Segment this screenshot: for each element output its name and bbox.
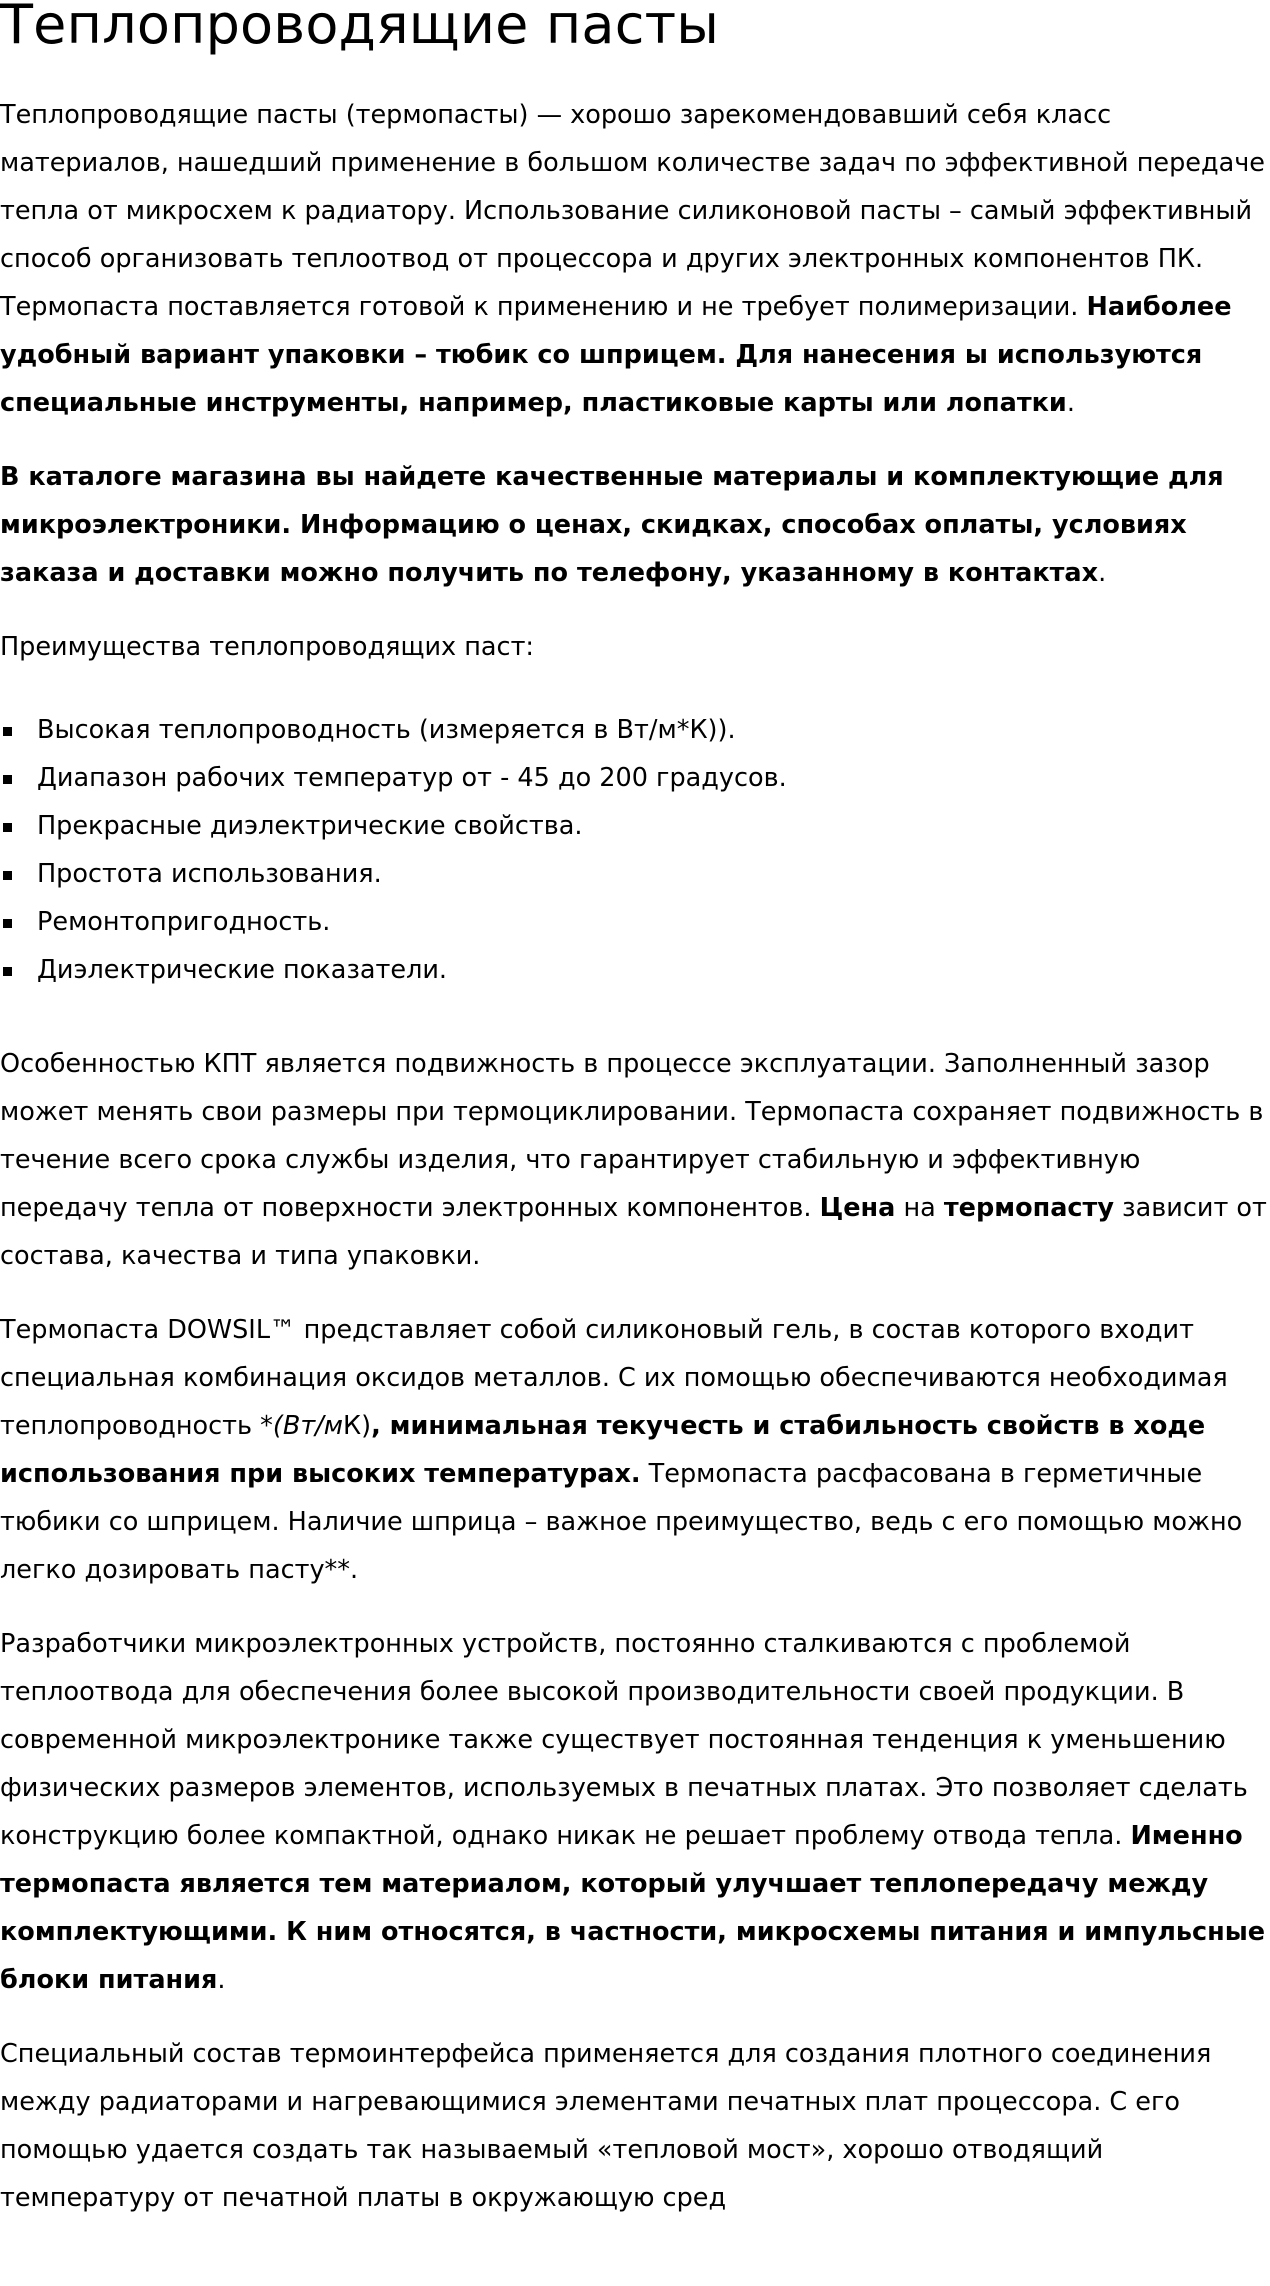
- features-text: Особенностью КПТ является подвижность в процессе эксплуатации. Заполненный зазор может менять свои размеры при термоциклировании. Термопаста сохраняет подвижность в течение всего срока службы изделия, что гарантирует стабильную и эффективную передачу тепла от поверхности электронных компонентов.: [0, 1049, 1264, 1223]
- list-item: Простота использования.: [0, 850, 1270, 898]
- advantages-heading: Преимущества теплопроводящих паст:: [0, 632, 535, 662]
- intro-paragraph: [0, 91, 1268, 427]
- list-item: Ремонтопригодность.: [0, 898, 1270, 946]
- features-text-3: зависит от состава, качества и типа упаковки.: [0, 1193, 1267, 1271]
- developers-paragraph: [0, 1620, 1268, 2004]
- dowsil-bold: , минимальная текучесть и стабильность свойств в ходе использования при высоких температурах.: [0, 1411, 1206, 1489]
- intro-text: Теплопроводящие пасты (термопасты) — хорошо зарекомендовавший себя класс материалов, нашедший применение в большом количестве задач по эффективной передаче тепла от микросхем к радиатору. Использование силиконовой пасты – самый эффективный способ организовать теплоотвод от процессора и других электронных компонентов ПК. Термопаста поставляется готовой к применению и не требует полимеризации.: [0, 100, 1265, 322]
- catalog-end: .: [1098, 558, 1107, 588]
- developers-bold: Именно термопаста является тем материалом, который улучшает теплопередачу между комплектующими. К ним относятся, в частности, микросхемы питания и импульсные блоки питания: [0, 1821, 1266, 1995]
- features-paragraph: [0, 1040, 1268, 1280]
- interface-paragraph: Специальный состав термоинтерфейса применяется для создания плотного соединения между радиаторами и нагревающимися элементами печатных плат процессора. С его помощью удается создать так называемый «тепловой мост», хорошо отводящий температуру от печатной платы в окружающую сред: [0, 2039, 1212, 2213]
- page-title: Теплопроводящие пасты: [0, 0, 720, 56]
- thermopaste-bold: термопасту: [943, 1193, 1114, 1223]
- dowsil-unit-end: К): [343, 1411, 372, 1441]
- intro-end: .: [1066, 388, 1075, 418]
- dowsil-paragraph: [0, 1306, 1268, 1594]
- dowsil-text-2: Термопаста расфасована в герметичные тюбики со шприцем. Наличие шприца – важное преимущество, ведь с его помощью можно легко дозировать пасту**.: [0, 1459, 1243, 1585]
- intro-bold: Наиболее удобный вариант упаковки – тюбик со шприцем. Для нанесения ы используются специальные инструменты, например, пластиковые карты или лопатки: [0, 292, 1232, 418]
- developers-text: Разработчики микроэлектронных устройств, постоянно сталкиваются с проблемой теплоотвода для обеспечения более высокой производительности своей продукции. В современной микроэлектронике также существует постоянная тенденция к уменьшению физических размеров элементов, используемых в печатных платах. Это позволяет сделать конструкцию более компактной, однако никак не решает проблему отвода тепла.: [0, 1629, 1248, 1851]
- advantages-list: [0, 706, 1270, 994]
- features-text-2: на: [895, 1193, 944, 1223]
- developers-end: .: [217, 1965, 226, 1995]
- list-item: Диэлектрические показатели.: [0, 946, 1270, 994]
- catalog-bold: В каталоге магазина вы найдете качественные материалы и комплектующие для микроэлектроники. Информацию о ценах, скидках, способах оплаты, условиях заказа и доставки можно получить по телефону, указанному в контактах: [0, 462, 1224, 588]
- list-item: Прекрасные диэлектрические свойства.: [0, 802, 1270, 850]
- dowsil-text: Термопаста DOWSIL™ представляет собой силиконовый гель, в состав которого входит специальная комбинация оксидов металлов. С их помощью обеспечиваются необходимая теплопроводность *: [0, 1315, 1228, 1441]
- dowsil-unit-italic: (Вт/м: [272, 1411, 343, 1441]
- catalog-paragraph: [0, 453, 1268, 597]
- price-bold: Цена: [819, 1193, 896, 1223]
- list-item: Высокая теплопроводность (измеряется в Вт/м*К)).: [0, 706, 1270, 754]
- list-item: Диапазон рабочих температур от - 45 до 200 градусов.: [0, 754, 1270, 802]
